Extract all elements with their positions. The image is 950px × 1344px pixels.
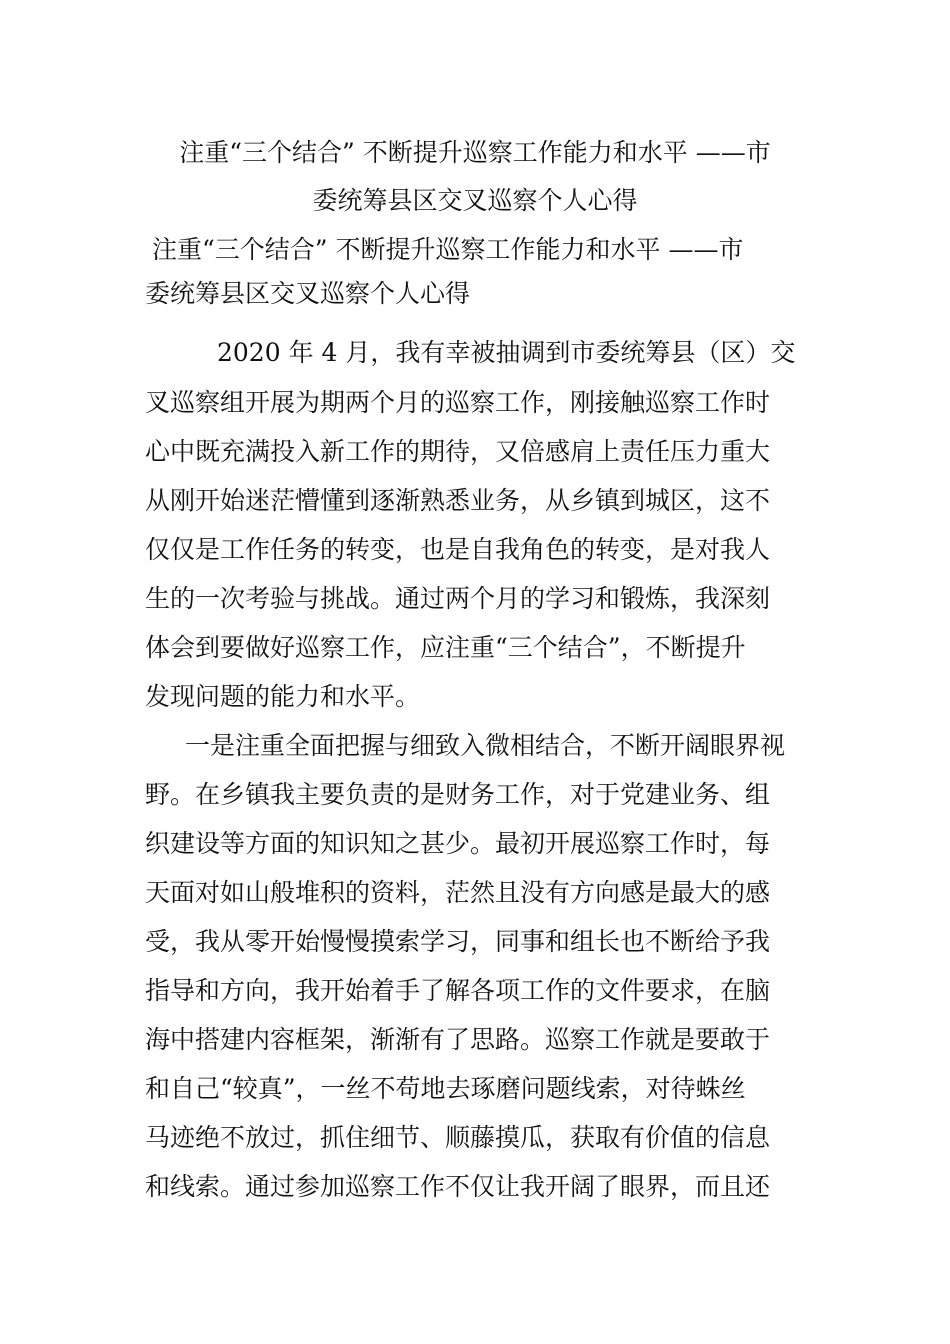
paragraph-2-line-6: 指导和方向，我开始着手了解各项工作的文件要求，在脑 [145, 976, 771, 1005]
paragraph-2-line-9: 马迹绝不放过，抓住细节、顺藤摸瓜，获取有价值的信息 [145, 1123, 771, 1152]
subtitle-line-2: 委统筹县区交叉巡察个人心得 [145, 279, 471, 308]
paragraph-1-line-2: 叉巡察组开展为期两个月的巡察工作，刚接触巡察工作时 [145, 388, 771, 417]
paragraph-2-line-8: 和自己“较真”，一丝不苟地去琢磨问题线索，对待蛛丝 [145, 1074, 746, 1103]
paragraph-2-line-2: 野。在乡镇我主要负责的是财务工作，对于党建业务、组 [145, 780, 771, 809]
subtitle-line-1: 注重“三个结合” 不断提升巡察工作能力和水平 ——市 [152, 235, 744, 264]
paragraph-1-line-5: 仅仅是工作任务的转变，也是自我角色的转变，是对我人 [145, 535, 771, 564]
paragraph-1-line-4: 从刚开始迷茫懵懂到逐渐熟悉业务，从乡镇到城区，这不 [145, 486, 771, 515]
document-title-line-2: 委统筹县区交叉巡察个人心得 [312, 186, 638, 215]
paragraph-2-line-10: 和线索。通过参加巡察工作不仅让我开阔了眼界，而且还 [145, 1172, 771, 1201]
paragraph-1-line-1: 2020 年 4 月，我有幸被抽调到市委统筹县（区）交 [217, 338, 796, 367]
paragraph-2-line-1: 一是注重全面把握与细致入微相结合，不断开阔眼界视 [185, 731, 786, 760]
paragraph-2-line-3: 织建设等方面的知识知之甚少。最初开展巡察工作时，每 [145, 829, 771, 858]
paragraph-1-line-7: 体会到要做好巡察工作，应注重“三个结合”，不断提升 [145, 633, 746, 662]
paragraph-1-line-6: 生的一次考验与挑战。通过两个月的学习和锻炼，我深刻 [145, 584, 771, 613]
paragraph-2-line-5: 受，我从零开始慢慢摸索学习，同事和组长也不断给予我 [145, 927, 771, 956]
document-title-line-1: 注重“三个结合” 不断提升巡察工作能力和水平 ——市 [179, 138, 771, 167]
paragraph-1-line-8: 发现问题的能力和水平。 [145, 682, 421, 711]
paragraph-2-line-4: 天面对如山般堆积的资料，茫然且没有方向感是最大的感 [145, 878, 771, 907]
paragraph-2-line-7: 海中搭建内容框架，渐渐有了思路。巡察工作就是要敢于 [145, 1025, 771, 1054]
paragraph-1-line-3: 心中既充满投入新工作的期待，又倍感肩上责任压力重大 [145, 437, 771, 466]
document-subtitle [145, 228, 825, 316]
